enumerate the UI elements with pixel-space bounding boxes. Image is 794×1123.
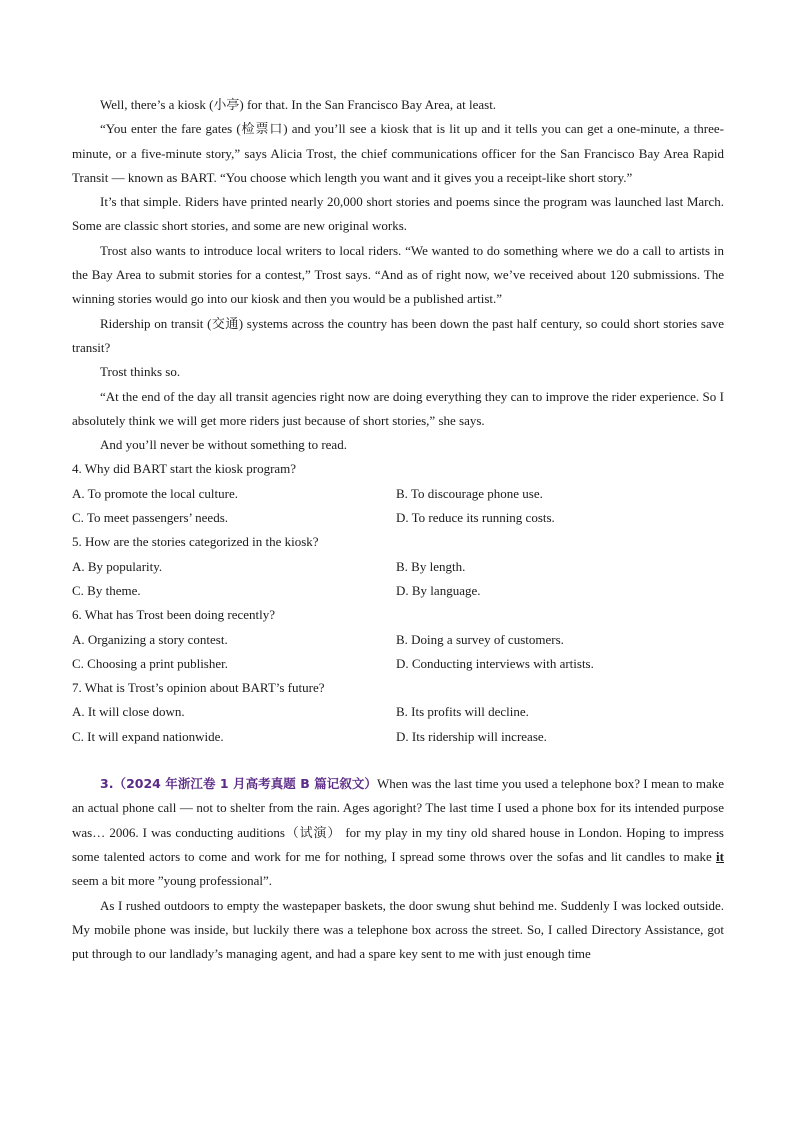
passage-paragraph-5: Ridership on transit (交通) systems across the country has been down the past half century, so could short stories save transit? — [72, 315, 724, 355]
page-content — [72, 93, 724, 966]
option-d: D. By language. — [396, 582, 481, 598]
passage-paragraph-1: Well, there’s a kiosk (小亭) for that. In the San Francisco Bay Area, at least. — [100, 97, 497, 112]
section3-paragraph-1 — [72, 772, 724, 893]
question-stem: 5. How are the stories categorized in the kiosk? — [72, 534, 319, 550]
question-7 — [72, 676, 724, 749]
option-d: D. To reduce its running costs. — [396, 510, 555, 526]
section3-text-c: seem a bit more ”young professional”. — [72, 873, 272, 889]
option-a: A. To promote the local culture. — [72, 485, 238, 501]
section3-paragraph-2: As I rushed outdoors to empty the wastepaper baskets, the door swung shut behind me. Suddenly I was locked outside. My mobile phone was inside, but luckily there was a telephone box across the street. So, I called Directory Assistance, got put through to our landlady’s managing agent, and had a spare key sent to me with just enough time — [72, 897, 724, 962]
question-stem: 4. Why did BART start the kiosk program? — [72, 461, 297, 477]
question-options — [72, 628, 724, 677]
passage-paragraph-4: Trost also wants to introduce local writers to local riders. “We wanted to do something where we do a call to artists in the Bay Area to submit stories for a contest,” Trost says. “And as of right now, we’ve received about 120 submissions. The winning stories would go into our kiosk and then you would be a published artist.” — [72, 242, 724, 307]
question-6 — [72, 603, 724, 676]
passage-paragraph-2: “You enter the fare gates (检票口) and you’ll see a kiosk that is lit up and it tells you can get a one-minute, a three-minute, or a five-minute story,” says Alicia Trost, the chief communications officer for the San Francisco Bay Area Rapid Transit — known as BART. “You choose which length you want and it gives you a receipt-like short story.” — [72, 121, 724, 185]
option-c: C. By theme. — [72, 582, 141, 598]
section3-text-a: When was the last time you used a telephone box? I mean to make an actual phone call — not to shelter from the rain. Ages ago — [72, 776, 724, 816]
question-5 — [72, 530, 724, 603]
question-stem: 7. What is Trost’s opinion about BART’s future? — [72, 680, 325, 696]
option-b: B. Its profits will decline. — [396, 704, 529, 720]
underlined-word: it — [716, 848, 724, 864]
option-d: D. Its ridership will increase. — [396, 728, 547, 744]
option-c: C. Choosing a print publisher. — [72, 655, 228, 671]
section-gap — [72, 749, 724, 772]
passage-paragraph-6: Trost thinks so. — [100, 364, 181, 380]
option-b: B. Doing a survey of customers. — [396, 631, 564, 647]
option-a: A. It will close down. — [72, 704, 185, 720]
passage-paragraph-8: And you’ll never be without something to read. — [100, 437, 347, 453]
section3-text-b: right? The last time I used a phone box for its intended purpose was… 2006. I was conducting auditions（试演） for my play in my tiny old shared house in London. Hoping to impress some talented actors to come and work for me for nothing, I spread some throws over the sofas and lit candles to make — [72, 800, 724, 864]
option-d: D. Conducting interviews with artists. — [396, 655, 594, 671]
option-a: A. By popularity. — [72, 558, 163, 574]
question-options — [72, 555, 724, 604]
question-options — [72, 700, 724, 749]
passage-paragraph-3: It’s that simple. Riders have printed nearly 20,000 short stories and poems since the program was launched last March. Some are classic short stories, and some are new original works. — [72, 194, 724, 234]
passage-paragraph-7: “At the end of the day all transit agencies right now are doing everything they can to improve the rider experience. So I absolutely think we will get more riders just because of short stories,” she says. — [72, 388, 724, 428]
question-4 — [72, 457, 724, 530]
option-b: B. By length. — [396, 558, 466, 574]
section3-header: 3.（2024 年浙江卷 1 月高考真题 B 篇记叙文） — [100, 776, 377, 792]
option-c: C. It will expand nationwide. — [72, 728, 224, 744]
option-b: B. To discourage phone use. — [396, 485, 543, 501]
option-c: C. To meet passengers’ needs. — [72, 510, 229, 526]
question-stem: 6. What has Trost been doing recently? — [72, 607, 276, 623]
option-a: A. Organizing a story contest. — [72, 631, 228, 647]
question-options — [72, 482, 724, 531]
